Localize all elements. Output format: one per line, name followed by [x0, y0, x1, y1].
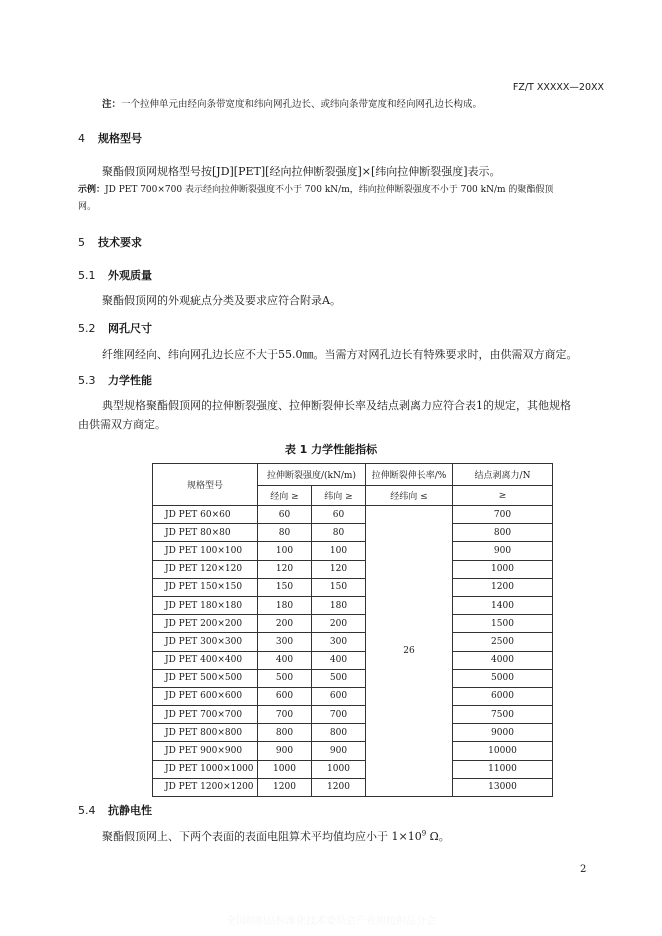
body-text-suffix: Ω。 — [426, 830, 450, 843]
section-title: 规格型号 — [98, 132, 142, 145]
header-strength: 拉伸断裂强度/(kN/m) — [258, 464, 366, 486]
cell-warp: 400 — [258, 651, 312, 669]
cell-warp: 300 — [258, 633, 312, 651]
table-row — [153, 615, 553, 633]
cell-warp: 200 — [258, 615, 312, 633]
section-5-2-body: 纤维网经向、纬向网孔边长应不大于55.0㎜。当需方对网孔边长有特殊要求时，由供需双方商定。 — [102, 348, 578, 361]
page-number: 2 — [580, 864, 587, 875]
cell-peel: 2500 — [453, 633, 553, 651]
cell-weft: 150 — [312, 578, 366, 596]
cell-spec: JD PET 80×80 — [153, 524, 258, 542]
cell-peel: 1000 — [453, 560, 553, 578]
cell-warp: 80 — [258, 524, 312, 542]
cell-warp: 1000 — [258, 760, 312, 778]
header-peel-sub: ≥ — [453, 486, 553, 506]
table-row — [153, 724, 553, 742]
section-5-2-heading — [78, 320, 152, 336]
cell-spec: JD PET 400×400 — [153, 651, 258, 669]
cell-peel: 10000 — [453, 742, 553, 760]
cell-weft: 100 — [312, 542, 366, 560]
cell-warp: 120 — [258, 560, 312, 578]
cell-warp: 800 — [258, 724, 312, 742]
cell-spec: JD PET 800×800 — [153, 724, 258, 742]
table-row — [153, 633, 553, 651]
section-5-3-body-line-1: 典型规格聚酯假顶网的拉伸断裂强度、拉伸断裂伸长率及结点剥离力应符合表1的规定，其他规格 — [102, 399, 571, 412]
cell-weft: 120 — [312, 560, 366, 578]
header-elongation: 拉伸断裂伸长率/% — [366, 464, 453, 486]
cell-peel: 6000 — [453, 687, 553, 705]
table-caption: 表 1 力学性能指标 — [284, 443, 378, 456]
subsection-title: 网孔尺寸 — [108, 322, 152, 335]
cell-peel: 4000 — [453, 651, 553, 669]
cell-weft: 900 — [312, 742, 366, 760]
cell-spec: JD PET 150×150 — [153, 578, 258, 596]
cell-weft: 600 — [312, 687, 366, 705]
header-both: 经纬向 ≤ — [366, 486, 453, 506]
cell-peel: 9000 — [453, 724, 553, 742]
cell-peel: 1500 — [453, 615, 553, 633]
cell-weft: 700 — [312, 706, 366, 724]
table-row — [153, 742, 553, 760]
cell-spec: JD PET 300×300 — [153, 633, 258, 651]
cell-warp: 60 — [258, 506, 312, 524]
section-5-3-heading — [78, 372, 152, 388]
cell-warp: 700 — [258, 706, 312, 724]
example-line-2: 网。 — [78, 202, 97, 212]
watermark: 全国纺织品标准化技术委员会产业用纺织品分会 — [226, 916, 436, 927]
table-row — [153, 778, 553, 796]
table-row — [153, 760, 553, 778]
section-number: 5 — [78, 236, 85, 249]
section-4-body: 聚酯假顶网规格型号按[JD][PET][经向拉伸断裂强度]×[纬向拉伸断裂强度]表示。 — [102, 165, 501, 178]
table-row — [153, 687, 553, 705]
cell-spec: JD PET 1000×1000 — [153, 760, 258, 778]
cell-weft: 80 — [312, 524, 366, 542]
section-5-1-body: 聚酯假顶网的外观疵点分类及要求应符合附录A。 — [102, 294, 341, 307]
header-warp: 经向 ≥ — [258, 486, 312, 506]
section-title: 技术要求 — [98, 236, 142, 249]
section-4-heading — [78, 130, 142, 146]
note-label: 注： — [102, 99, 122, 110]
cell-spec: JD PET 200×200 — [153, 615, 258, 633]
header-peel: 结点剥离力/N — [453, 464, 553, 486]
cell-spec: JD PET 1200×1200 — [153, 778, 258, 796]
cell-elongation: 26 — [366, 506, 453, 797]
cell-spec: JD PET 180×180 — [153, 596, 258, 614]
cell-spec: JD PET 900×900 — [153, 742, 258, 760]
table-row — [153, 524, 553, 542]
cell-weft: 400 — [312, 651, 366, 669]
cell-peel: 7500 — [453, 706, 553, 724]
subsection-title: 抗静电性 — [108, 804, 152, 817]
section-5-4-heading — [78, 802, 152, 818]
cell-peel: 5000 — [453, 669, 553, 687]
cell-spec: JD PET 700×700 — [153, 706, 258, 724]
table-row — [153, 706, 553, 724]
table-row — [153, 560, 553, 578]
table-row — [153, 596, 553, 614]
cell-warp: 180 — [258, 596, 312, 614]
exponent: 9 — [421, 829, 427, 838]
cell-peel: 700 — [453, 506, 553, 524]
section-number: 4 — [78, 132, 85, 145]
subsection-title: 外观质量 — [108, 269, 152, 282]
cell-spec: JD PET 100×100 — [153, 542, 258, 560]
cell-warp: 600 — [258, 687, 312, 705]
cell-spec: JD PET 120×120 — [153, 560, 258, 578]
cell-warp: 900 — [258, 742, 312, 760]
cell-weft: 300 — [312, 633, 366, 651]
mechanical-properties-table — [152, 463, 553, 797]
cell-peel: 1200 — [453, 578, 553, 596]
example-label: 示例： — [78, 185, 106, 195]
cell-weft: 1000 — [312, 760, 366, 778]
cell-warp: 150 — [258, 578, 312, 596]
table-row — [153, 669, 553, 687]
note — [102, 96, 482, 110]
subsection-number: 5.1 — [78, 269, 96, 282]
note-text: 一个拉伸单元由经向条带宽度和纬向网孔边长、或纬向条带宽度和经向网孔边长构成。 — [121, 99, 483, 110]
cell-warp: 100 — [258, 542, 312, 560]
cell-weft: 500 — [312, 669, 366, 687]
cell-weft: 800 — [312, 724, 366, 742]
table-row — [153, 542, 553, 560]
subsection-number: 5.2 — [78, 322, 96, 335]
table-row — [153, 578, 553, 596]
section-5-heading — [78, 234, 142, 250]
example-text: JD PET 700×700 表示经向拉伸断裂强度不小于 700 kN/m，纬向拉伸断裂强度不小于 700 kN/m 的聚酯假顶 — [105, 185, 554, 195]
cell-weft: 1200 — [312, 778, 366, 796]
cell-warp: 1200 — [258, 778, 312, 796]
example-line-1 — [78, 182, 553, 195]
body-text: 聚酯假顶网上、下两个表面的表面电阻算术平均值均应小于 1×10 — [102, 830, 422, 843]
cell-peel: 13000 — [453, 778, 553, 796]
header-weft: 纬向 ≥ — [312, 486, 366, 506]
cell-spec: JD PET 60×60 — [153, 506, 258, 524]
cell-weft: 200 — [312, 615, 366, 633]
section-5-1-heading — [78, 267, 152, 283]
cell-weft: 60 — [312, 506, 366, 524]
table-row — [153, 651, 553, 669]
cell-peel: 900 — [453, 542, 553, 560]
cell-peel: 800 — [453, 524, 553, 542]
cell-spec: JD PET 600×600 — [153, 687, 258, 705]
cell-peel: 11000 — [453, 760, 553, 778]
section-5-4-body — [102, 828, 450, 844]
subsection-number: 5.4 — [78, 804, 96, 817]
cell-warp: 500 — [258, 669, 312, 687]
document-code: FZ/T XXXXX—20XX — [512, 82, 604, 93]
subsection-title: 力学性能 — [108, 374, 152, 387]
subsection-number: 5.3 — [78, 374, 96, 387]
cell-peel: 1400 — [453, 596, 553, 614]
cell-weft: 180 — [312, 596, 366, 614]
header-spec: 规格型号 — [153, 464, 258, 506]
section-5-3-body-line-2: 由供需双方商定。 — [78, 418, 166, 431]
table-row — [153, 506, 553, 524]
cell-spec: JD PET 500×500 — [153, 669, 258, 687]
